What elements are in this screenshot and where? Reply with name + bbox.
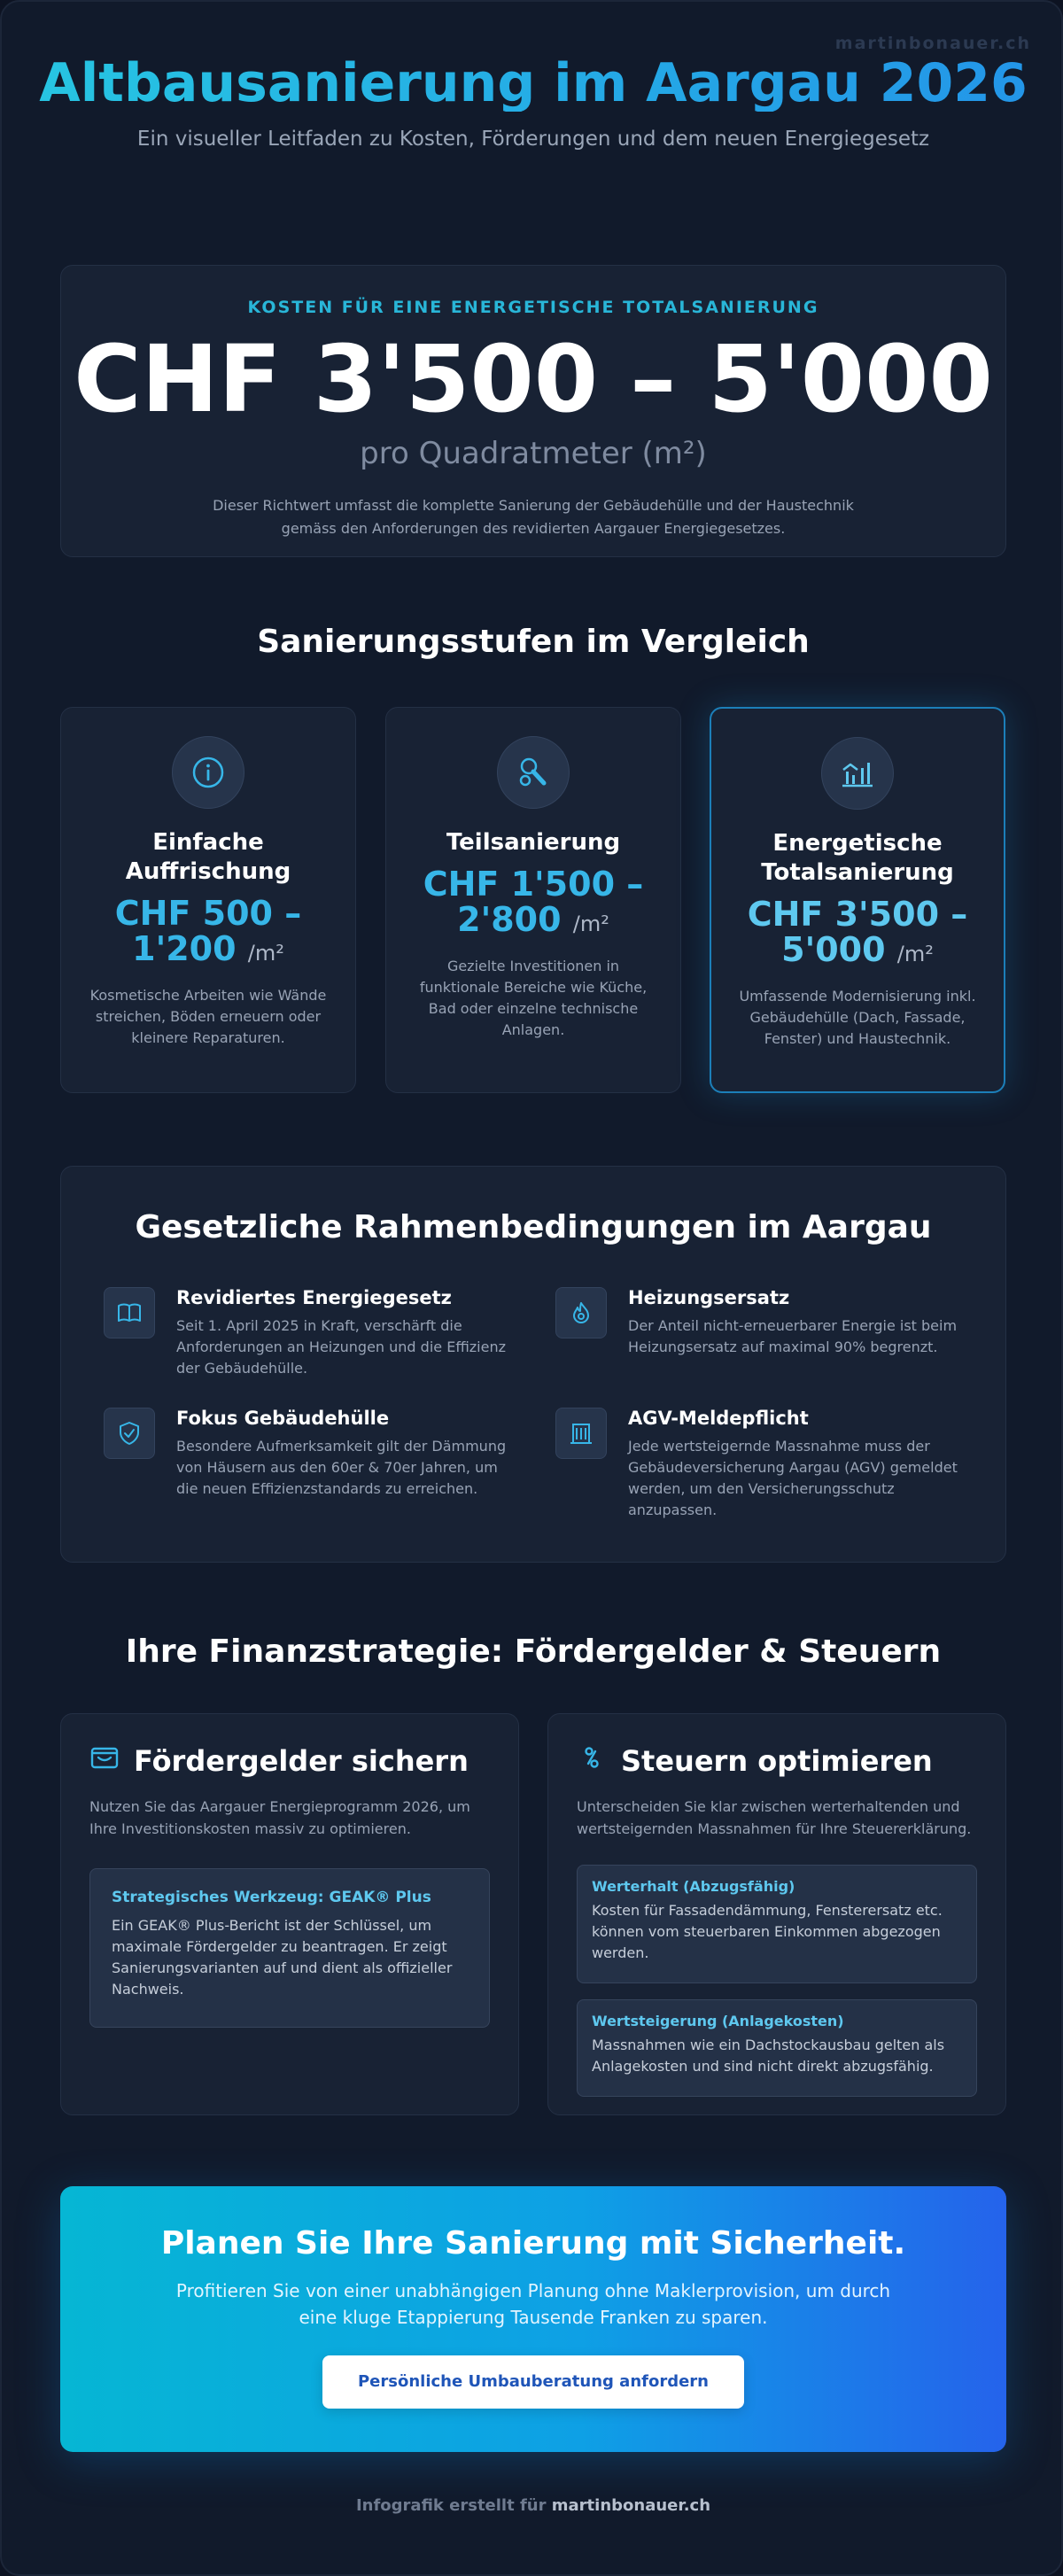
tier-description: Kosmetische Arbeiten wie Wände streichen, Böden erneuern oder kleinere Reparaturen. <box>89 987 327 1046</box>
tier-price: CHF 500 – 1'200 /m² <box>114 894 302 968</box>
flame-icon <box>555 1287 607 1338</box>
page-subtitle: Ein visueller Leitfaden zu Kosten, Förderungen und dem neuen Energiegesetz <box>136 128 930 151</box>
tax-box-title: Wertsteigerung (Anlagekosten) <box>592 2013 844 2029</box>
cost-card <box>60 265 1006 557</box>
tier-card-refresh <box>60 707 356 1093</box>
footer <box>2 2496 1063 2515</box>
footer-prefix: Infografik erstellt für <box>355 2496 547 2515</box>
tier-card-partial <box>385 707 681 1093</box>
law-item-title: Heizungsersatz <box>628 1287 790 1308</box>
tax-box-title: Werterhalt (Abzugsfähig) <box>592 1878 795 1895</box>
law-item-title: Fokus Gebäudehülle <box>176 1408 390 1429</box>
percent-icon <box>577 1742 607 1780</box>
tax-title: Steuern optimieren <box>577 1742 977 1780</box>
law-item-text: Der Anteil nicht-erneuerbarer Energie ist beim Heizungsersatz auf maximal 90% begrenzt. <box>628 1317 958 1355</box>
cost-note: Dieser Richtwert umfasst die komplette Sanierung der Gebäudehülle und der Haustechnik gemäss den Anforderungen des revidierten Aargauer Energiegesetzes. <box>213 497 854 537</box>
tax-card <box>547 1713 1006 2115</box>
law-item-text: Seit 1. April 2025 in Kraft, verschärft die Anforderungen an Heizungen und die Effizienz der Gebäudehülle. <box>176 1317 507 1377</box>
tax-intro: Unterscheiden Sie klar zwischen werterhaltenden und wertsteigernden Massnahmen für Ihre Steuererklärung. <box>577 1798 972 1837</box>
cta-banner <box>60 2186 1006 2452</box>
tools-icon <box>497 736 570 809</box>
funding-title: Fördergelder sichern <box>89 1742 490 1780</box>
law-item-text: Besondere Aufmerksamkeit gilt der Dämmung von Häusern aus den 60er & 70er Jahren, um die neuen Effizienzstandards zu erreichen. <box>176 1438 507 1497</box>
info-icon <box>172 736 244 809</box>
tier-description: Gezielte Investitionen in funktionale Bereiche wie Küche, Bad oder einzelne technische Anlagen. <box>419 958 648 1038</box>
law-card <box>60 1166 1006 1563</box>
finance-title: Ihre Finanzstrategie: Fördergelder & Steuern <box>125 1633 942 1670</box>
book-icon <box>104 1287 155 1338</box>
cta-title: Planen Sie Ihre Sanierung mit Sicherheit. <box>160 2225 906 2262</box>
tax-box-investment <box>577 1999 977 2097</box>
tier-name: Einfache Auffrischung <box>125 829 291 885</box>
brand-watermark: martinbonauer.ch <box>834 34 1031 53</box>
law-item-title: Revidiertes Energiegesetz <box>176 1287 452 1308</box>
geak-box <box>89 1868 490 2028</box>
tier-name: Energetische Totalsanierung <box>761 830 954 886</box>
shield-icon <box>104 1408 155 1459</box>
hero <box>2 52 1063 151</box>
tax-box-text: Kosten für Fassadendämmung, Fensterersatz etc. können vom steuerbaren Einkommen abgezogen werden. <box>592 1902 943 1961</box>
page-title: Altbausanierung im Aargau 2026 <box>2 55 1063 112</box>
geak-box-text: Ein GEAK® Plus-Bericht ist der Schlüssel, um maximale Fördergelder zu beantragen. Er zeigt Sanierungsvarianten auf und dient als offizieller Nachweis. <box>112 1917 453 1998</box>
tiers-title: Sanierungsstufen im Vergleich <box>257 624 810 660</box>
consultation-button[interactable]: Persönliche Umbauberatung anfordern <box>322 2355 744 2409</box>
tier-price: CHF 1'500 – 2'800 /m² <box>423 865 644 939</box>
geak-box-title: Strategisches Werkzeug: GEAK® Plus <box>112 1889 431 1906</box>
building-icon <box>555 1408 607 1459</box>
tier-description: Umfassende Modernisierung inkl. Gebäudehülle (Dach, Fassade, Fenster) und Haustechnik. <box>739 988 976 1047</box>
cta-text: Profitieren Sie von einer unabhängigen Planung ohne Maklerprovision, um durch eine kluge Etappierung Tausende Franken zu sparen. <box>175 2280 891 2328</box>
tier-card-total <box>710 707 1005 1093</box>
tier-price: CHF 3'500 – 5'000 /m² <box>747 895 968 969</box>
wallet-icon <box>89 1742 120 1780</box>
tax-box-maintenance <box>577 1865 977 1983</box>
cost-range: CHF 3'500 – 5'000 <box>74 325 993 433</box>
tax-box-text: Massnahmen wie ein Dachstockausbau gelten als Anlagekosten und sind nicht direkt abzugsfähig. <box>592 2037 945 2075</box>
law-item-agv <box>555 1408 963 1521</box>
law-item-title: AGV-Meldepflicht <box>628 1408 809 1429</box>
funding-intro: Nutzen Sie das Aargauer Energieprogramm 2026, um Ihre Investitionskosten massiv zu optimieren. <box>89 1798 470 1837</box>
cost-eyebrow: KOSTEN FÜR EINE ENERGETISCHE TOTALSANIERUNG <box>247 298 819 317</box>
cost-unit: pro Quadratmeter (m²) <box>360 436 707 471</box>
law-item-heating <box>555 1287 963 1358</box>
law-item-envelope <box>104 1408 511 1500</box>
tier-name: Teilsanierung <box>446 829 621 856</box>
law-item-text: Jede wertsteigernde Massnahme muss der Gebäudeversicherung Aargau (AGV) gemeldet werden, um den Versicherungsschutz anzupassen. <box>628 1438 958 1518</box>
funding-card <box>60 1713 519 2115</box>
law-item-energy-law <box>104 1287 511 1379</box>
house-chart-icon <box>821 737 894 810</box>
law-title: Gesetzliche Rahmenbedingungen im Aargau <box>135 1209 932 1245</box>
footer-brand-link[interactable]: martinbonauer.ch <box>551 2496 711 2515</box>
